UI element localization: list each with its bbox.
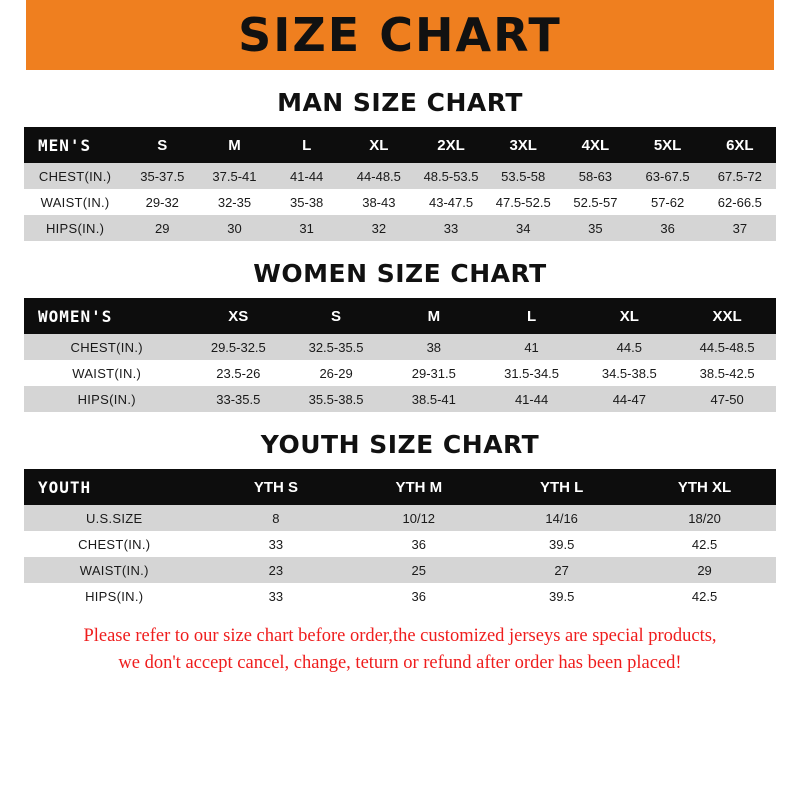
- men-cell: 58-63: [559, 163, 631, 189]
- youth-cell: 29: [633, 557, 776, 583]
- youth-cell: 25: [347, 557, 490, 583]
- women-cell: 41: [483, 334, 581, 360]
- men-header-cell: 5XL: [632, 127, 704, 163]
- men-cell: 34: [487, 215, 559, 241]
- table-row: [24, 334, 776, 360]
- men-cell: 36: [632, 215, 704, 241]
- women-header-cell: M: [385, 298, 483, 334]
- women-cell: 44.5-48.5: [678, 334, 776, 360]
- men-header-cell: M: [198, 127, 270, 163]
- youth-cell: 33: [204, 531, 347, 557]
- women-section-title: WOMEN SIZE CHART: [253, 259, 547, 288]
- youth-row-label: WAIST(IN.): [24, 557, 204, 583]
- youth-cell: 42.5: [633, 531, 776, 557]
- men-header-cell: 4XL: [559, 127, 631, 163]
- women-row-label: CHEST(IN.): [24, 334, 189, 360]
- women-row-label: WAIST(IN.): [24, 360, 189, 386]
- women-section: [0, 259, 800, 412]
- men-section-title: MAN SIZE CHART: [277, 88, 523, 117]
- youth-cell: 39.5: [490, 531, 633, 557]
- header-left-spacer: [0, 0, 26, 70]
- youth-cell: 14/16: [490, 505, 633, 531]
- men-cell: 30: [198, 215, 270, 241]
- women-cell: 44.5: [580, 334, 678, 360]
- men-cell: 53.5-58: [487, 163, 559, 189]
- footer-note-line-1: Please refer to our size chart before order,the customized jerseys are special products,: [83, 626, 717, 646]
- youth-cell: 36: [347, 583, 490, 609]
- men-cell: 37: [704, 215, 776, 241]
- youth-header-cell: YTH XL: [633, 469, 776, 505]
- youth-header-cell: YTH L: [490, 469, 633, 505]
- men-cell: 32-35: [198, 189, 270, 215]
- footer-note-line-2: we don't accept cancel, change, teturn or refund after order has been placed!: [118, 652, 682, 673]
- youth-row-label: U.S.SIZE: [24, 505, 204, 531]
- men-cell: 33: [415, 215, 487, 241]
- women-cell: 35.5-38.5: [287, 386, 385, 412]
- youth-cell: 39.5: [490, 583, 633, 609]
- women-table-header-row: [24, 298, 776, 334]
- women-header-cell: L: [483, 298, 581, 334]
- youth-cell: 8: [204, 505, 347, 531]
- table-row: [24, 531, 776, 557]
- men-header-cell: 6XL: [704, 127, 776, 163]
- youth-cell: 33: [204, 583, 347, 609]
- men-cell: 52.5-57: [559, 189, 631, 215]
- men-header-cell: S: [126, 127, 198, 163]
- youth-table-header-row: [24, 469, 776, 505]
- men-cell: 41-44: [271, 163, 343, 189]
- youth-cell: 36: [347, 531, 490, 557]
- men-cell: 35: [559, 215, 631, 241]
- men-row-label: HIPS(IN.): [24, 215, 126, 241]
- men-cell: 29: [126, 215, 198, 241]
- youth-size-table: [24, 469, 776, 609]
- women-header-cell: XXL: [678, 298, 776, 334]
- women-cell: 32.5-35.5: [287, 334, 385, 360]
- men-cell: 31: [271, 215, 343, 241]
- men-cell: 29-32: [126, 189, 198, 215]
- youth-cell: 10/12: [347, 505, 490, 531]
- men-header-cell: L: [271, 127, 343, 163]
- women-cell: 38: [385, 334, 483, 360]
- youth-section: [0, 430, 800, 609]
- men-cell: 48.5-53.5: [415, 163, 487, 189]
- women-header-cell: S: [287, 298, 385, 334]
- men-header-cell: 3XL: [487, 127, 559, 163]
- youth-cell: 27: [490, 557, 633, 583]
- women-cell: 41-44: [483, 386, 581, 412]
- footer-note: [0, 623, 800, 677]
- youth-row-label: HIPS(IN.): [24, 583, 204, 609]
- page-title: SIZE CHART: [238, 8, 562, 62]
- women-header-cell: WOMEN'S: [24, 298, 189, 334]
- youth-cell: 18/20: [633, 505, 776, 531]
- women-cell: 29.5-32.5: [189, 334, 287, 360]
- youth-header-cell: YTH M: [347, 469, 490, 505]
- table-row: [24, 215, 776, 241]
- men-size-table: [24, 127, 776, 241]
- youth-row-label: CHEST(IN.): [24, 531, 204, 557]
- header-band: [0, 0, 800, 70]
- women-header-cell: XS: [189, 298, 287, 334]
- youth-header-cell: YTH S: [204, 469, 347, 505]
- women-row-label: HIPS(IN.): [24, 386, 189, 412]
- men-cell: 35-38: [271, 189, 343, 215]
- men-header-cell: MEN'S: [24, 127, 126, 163]
- header-right-spacer: [774, 0, 800, 70]
- women-cell: 34.5-38.5: [580, 360, 678, 386]
- table-row: [24, 163, 776, 189]
- men-cell: 47.5-52.5: [487, 189, 559, 215]
- youth-section-title: YOUTH SIZE CHART: [260, 430, 540, 459]
- women-cell: 29-31.5: [385, 360, 483, 386]
- women-cell: 47-50: [678, 386, 776, 412]
- women-cell: 33-35.5: [189, 386, 287, 412]
- men-header-cell: 2XL: [415, 127, 487, 163]
- men-row-label: WAIST(IN.): [24, 189, 126, 215]
- men-cell: 43-47.5: [415, 189, 487, 215]
- table-row: [24, 360, 776, 386]
- men-cell: 57-62: [632, 189, 704, 215]
- men-header-cell: XL: [343, 127, 415, 163]
- women-cell: 38.5-41: [385, 386, 483, 412]
- women-size-table: [24, 298, 776, 412]
- men-table-header-row: [24, 127, 776, 163]
- men-cell: 44-48.5: [343, 163, 415, 189]
- men-row-label: CHEST(IN.): [24, 163, 126, 189]
- table-row: [24, 189, 776, 215]
- women-cell: 44-47: [580, 386, 678, 412]
- women-cell: 31.5-34.5: [483, 360, 581, 386]
- men-section: [0, 88, 800, 241]
- table-row: [24, 557, 776, 583]
- men-cell: 35-37.5: [126, 163, 198, 189]
- youth-cell: 23: [204, 557, 347, 583]
- men-cell: 62-66.5: [704, 189, 776, 215]
- men-cell: 37.5-41: [198, 163, 270, 189]
- youth-header-cell: YOUTH: [24, 469, 204, 505]
- women-cell: 26-29: [287, 360, 385, 386]
- table-row: [24, 386, 776, 412]
- table-row: [24, 505, 776, 531]
- men-cell: 38-43: [343, 189, 415, 215]
- men-cell: 32: [343, 215, 415, 241]
- youth-cell: 42.5: [633, 583, 776, 609]
- men-cell: 63-67.5: [632, 163, 704, 189]
- women-cell: 38.5-42.5: [678, 360, 776, 386]
- table-row: [24, 583, 776, 609]
- men-cell: 67.5-72: [704, 163, 776, 189]
- women-cell: 23.5-26: [189, 360, 287, 386]
- women-header-cell: XL: [580, 298, 678, 334]
